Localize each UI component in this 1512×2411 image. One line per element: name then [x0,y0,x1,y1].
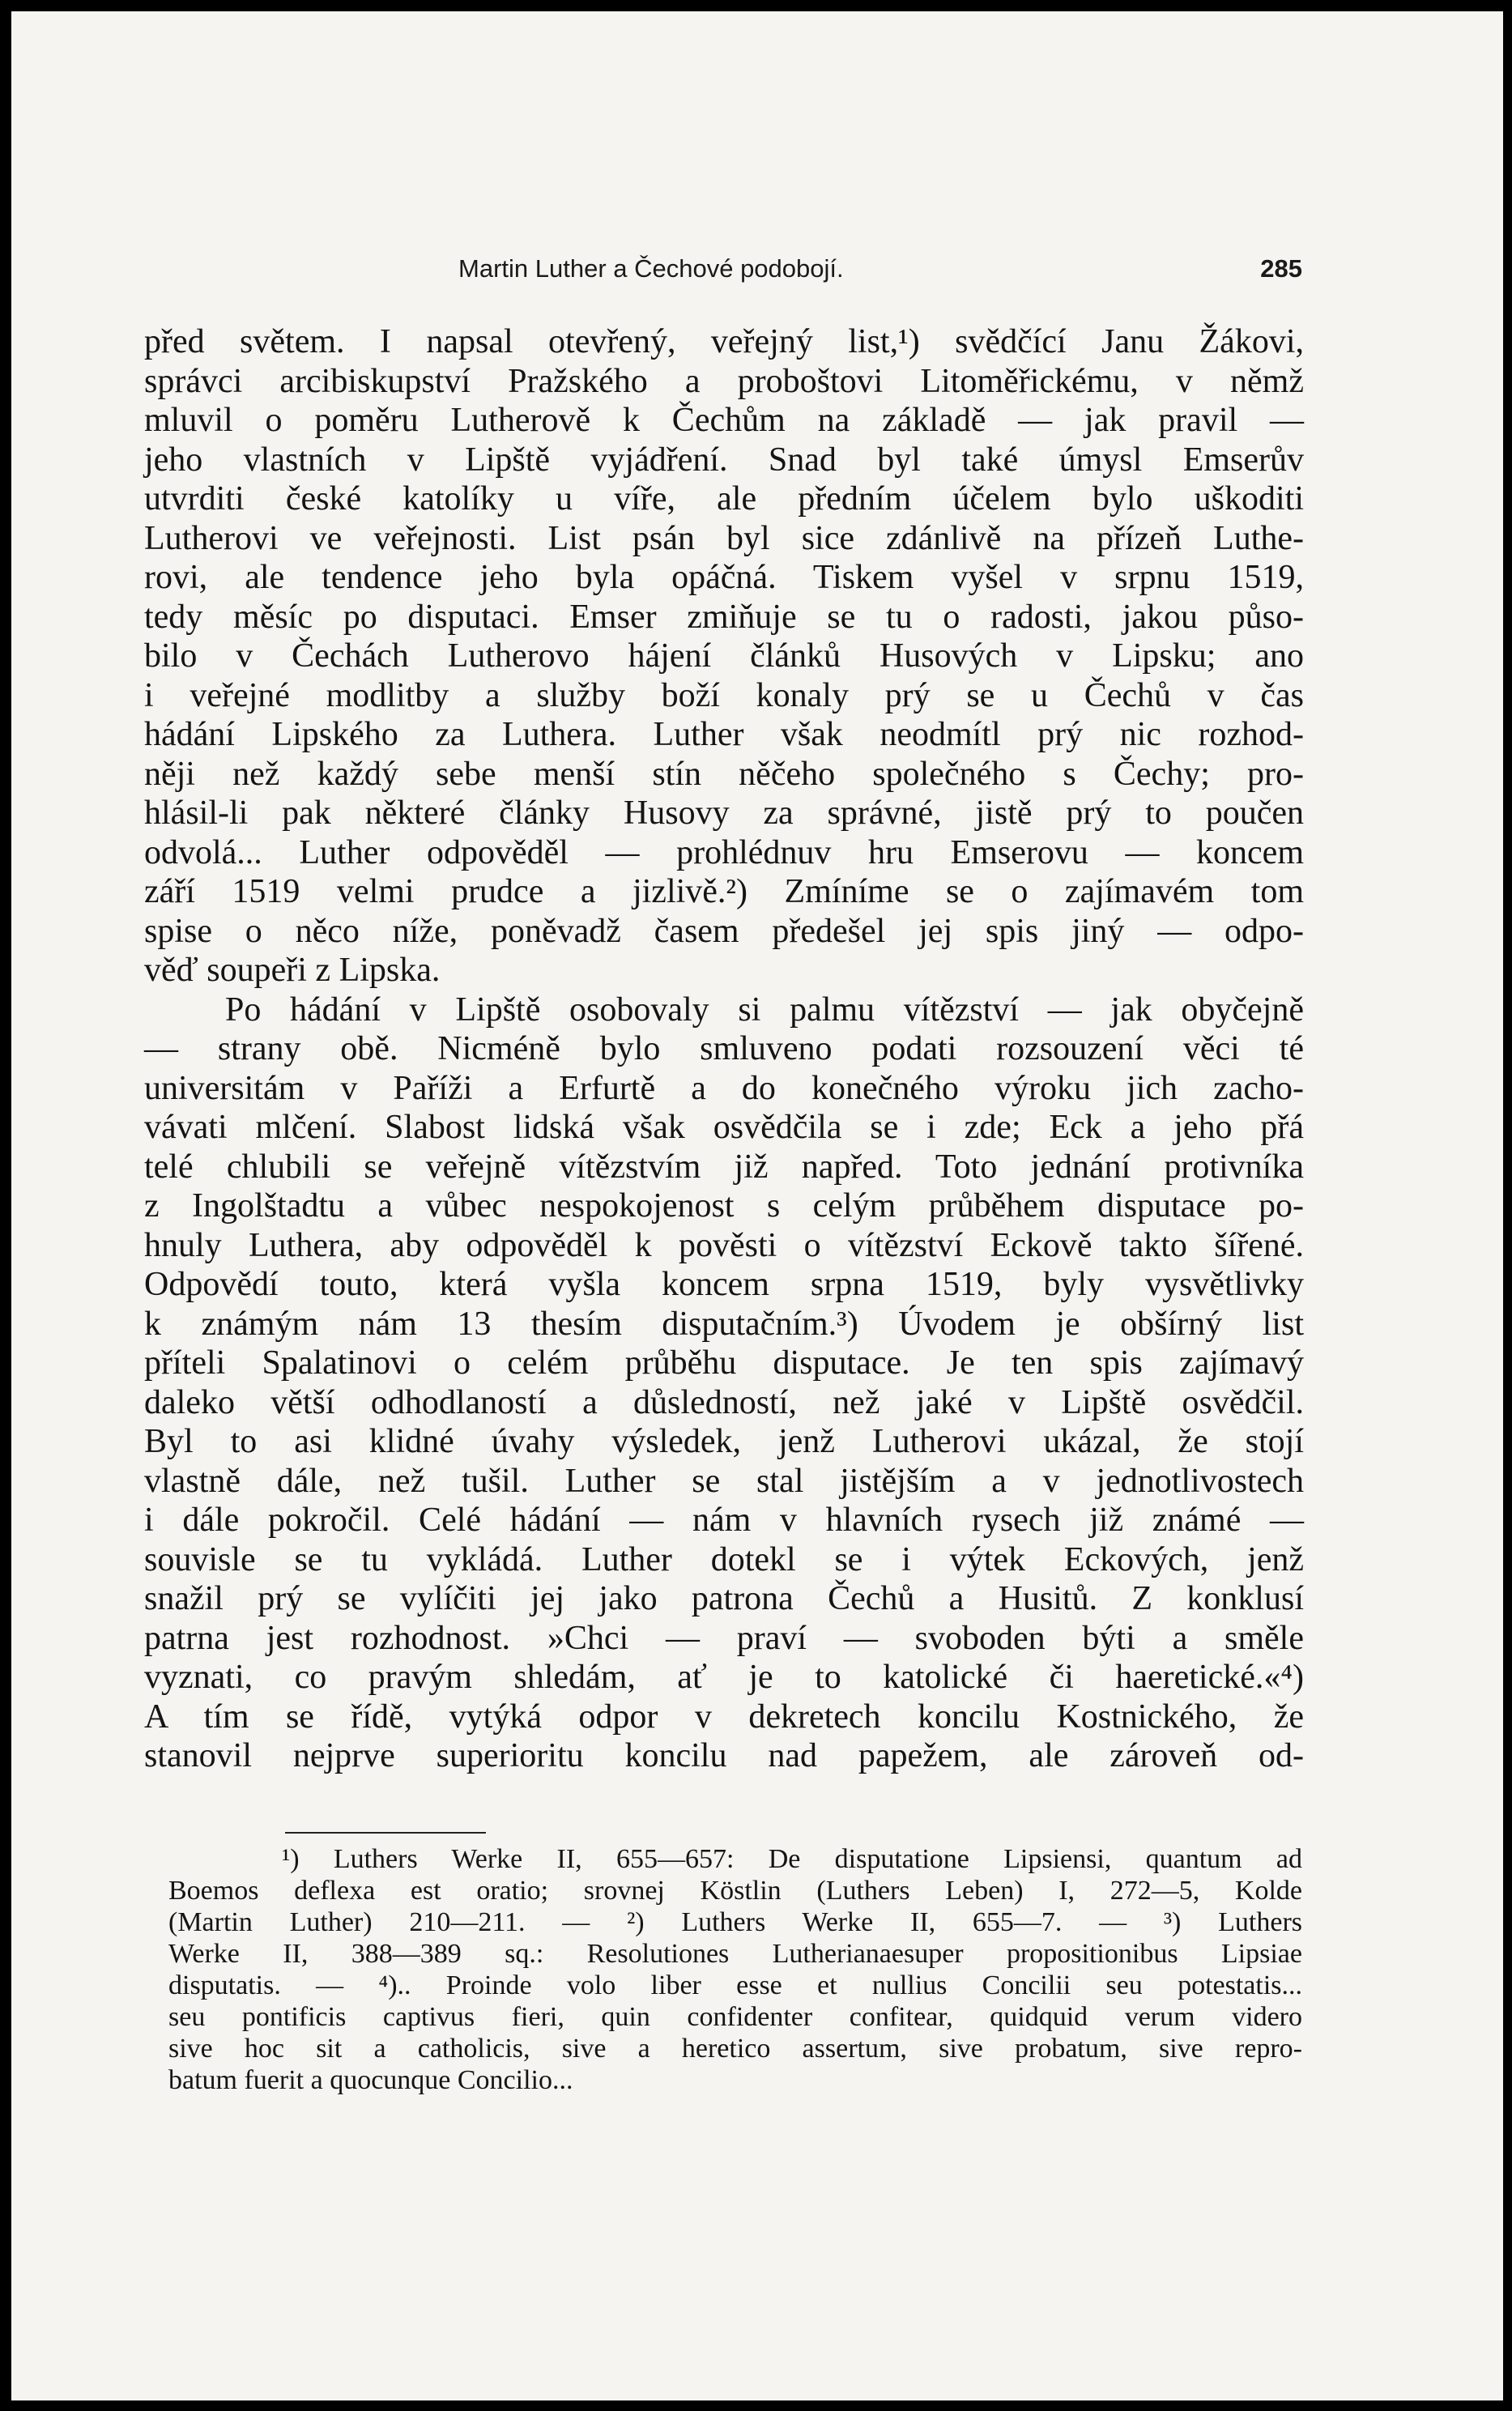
text-line: vyznati, co pravým shledám, ať je to katolické či haeretické.«⁴) [144,1659,1304,1696]
text-line: rovi, ale tendence jeho byla opáčná. Tiskem vyšel v srpnu 1519, [144,559,1304,596]
footnote-line: Werke II, 388—389 sq.: Resolutiones Lutherianaesuper propositionibus Lipsiae [168,1939,1302,1969]
text-line: odvolá... Luther odpověděl — prohlédnuv hru Emserovu — koncem [144,833,1304,871]
text-line: bilo v Čechách Lutherovo hájení článků Husových v Lipsku; ano [144,637,1304,675]
text-line: před světem. I napsal otevřený, veřejný list,¹) svědčící Janu Žákovi, [144,323,1304,360]
text-line: stanovil nejprve superioritu koncilu nad papežem, ale zároveň od- [144,1737,1304,1774]
text-line: hnuly Luthera, aby odpověděl k pověsti o vítězství Eckově takto šířené. [144,1226,1304,1264]
text-line: vávati mlčení. Slabost lidská však osvědčila se i zde; Eck a jeho přá [144,1109,1304,1146]
footnote-line: seu pontificis captivus fieri, quin confidenter confitear, quidquid verum videro [168,2002,1302,2032]
running-title: Martin Luther a Čechové podobojí. [458,254,844,283]
footnotes [168,1843,1302,2096]
text-line: Byl to asi klidné úvahy výsledek, jenž Lutherovi ukázal, že stojí [144,1423,1304,1460]
text-line: spise o něco níže, poněvadž časem předešel jej spis jiný — odpo- [144,912,1304,950]
text-line: Odpovědí touto, která vyšla koncem srpna 1519, byly vysvětlivky [144,1266,1304,1303]
text-line: hádání Lipského za Luthera. Luther však neodmítl prý nic rozhod- [144,716,1304,753]
footnote-line: disputatis. — ⁴).. Proinde volo liber esse et nullius Concilii seu potestatis... [168,1970,1302,2000]
text-line: mluvil o poměru Lutherově k Čechům na základě — jak pravil — [144,402,1304,439]
text-line: snažil prý se vylíčiti jej jako patrona Čechů a Husitů. Z konklusí [144,1580,1304,1617]
text-line: A tím se řídě, vytýká odpor v dekretech koncilu Kostnického, že [144,1697,1304,1736]
main-text [144,322,1304,1776]
text-line: tedy měsíc po disputaci. Emser zmiňuje se tu o radosti, jakou půso- [144,598,1304,636]
text-line: vlastně dále, než tušil. Luther se stal jistějším a v jednotlivostech [144,1462,1304,1500]
footnote-line: (Martin Luther) 210—211. — ²) Luthers Werke II, 655—7. — ³) Luthers [168,1907,1302,1937]
text-line: — strany obě. Nicméně bylo smluveno podati rozsouzení věci té [144,1030,1304,1067]
text-line: telé chlubili se veřejně vítězstvím již napřed. Toto jednání protivníka [144,1148,1304,1186]
footnote-line: batum fuerit a quocunque Concilio... [168,2065,573,2095]
page-number: 285 [1260,254,1302,283]
paragraph-2 [144,990,1304,1776]
text-line: hlásil-li pak některé články Husovy za správné, jistě prý to poučen [144,794,1304,832]
footnote-divider [285,1832,486,1834]
text-line: září 1519 velmi prudce a jizlivě.²) Zmíníme se o zajímavém tom [144,873,1304,910]
text-line: universitám v Paříži a Erfurtě a do konečného výroku jich zacho- [144,1069,1304,1107]
text-line: k známým nám 13 thesím disputačním.³) Úvodem je obšírný list [144,1305,1304,1343]
text-line: souvisle se tu vykládá. Luther dotekl se i výtek Eckových, jenž [144,1540,1304,1578]
text-line: správci arcibiskupství Pražského a proboštovi Litoměřickému, v němž [144,362,1304,400]
text-line: příteli Spalatinovi o celém průběhu disputace. Je ten spis zajímavý [144,1344,1304,1382]
text-line: patrna jest rozhodnost. »Chci — praví — svoboden býti a směle [144,1619,1304,1657]
text-line: Po hádání v Lipště osobovaly si palmu vítězství — jak obyčejně [225,990,1304,1029]
footnote-line: sive hoc sit a catholicis, sive a heretico assertum, sive probatum, sive repro- [168,2034,1302,2064]
book-page [11,11,1503,2400]
text-line: Lutherovi ve veřejnosti. List psán byl sice zdánlivě na přízeň Luthe- [144,519,1304,557]
text-line: jeho vlastních v Lipště vyjádření. Snad byl také úmysl Emserův [144,441,1304,479]
footnote-line: Boemos deflexa est oratio; srovnej Köstlin (Luthers Leben) I, 272—5, Kolde [168,1876,1302,1906]
text-line: i veřejné modlitby a služby boží konaly prý se u Čechů v čas [144,676,1304,714]
text-line: utvrditi české katolíky u víře, ale předním účelem bylo uškoditi [144,480,1304,518]
footnote-line: ¹) Luthers Werke II, 655—657: De disputatione Lipsiensi, quantum ad [282,1844,1302,1874]
text-line: něji než každý sebe menší stín něčeho společného s Čechy; pro- [144,755,1304,793]
text-line: daleko větší odhodlaností a důsledností, než jaké v Lipště osvědčil. [144,1383,1304,1421]
text-line: i dále pokročil. Celé hádání — nám v hlavních rysech již známé — [144,1502,1304,1539]
paragraph-1 [144,322,1304,990]
text-line: z Ingolštadtu a vůbec nespokojenost s celým průběhem disputace po- [144,1187,1304,1225]
text-line: věď soupeři z Lipska. [144,952,441,989]
running-header [155,251,1302,292]
